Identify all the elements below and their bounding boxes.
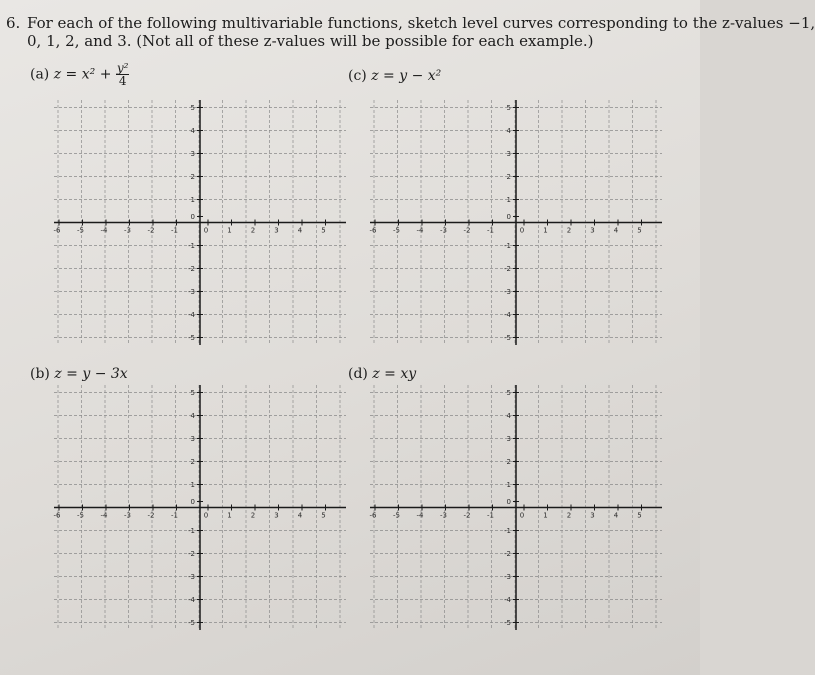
part-b-letter: (b) [30,366,50,382]
y-tick-label: 1 [506,481,511,489]
y-tick-label: -3 [504,288,511,296]
y-tick-label: -4 [504,311,511,319]
x-tick-label: -1 [171,511,178,520]
x-tick-label: -4 [100,511,108,520]
coordinate-plane-d [370,385,662,630]
x-tick-label: -5 [77,511,84,520]
x-tick-label: 5 [321,226,326,235]
part-a-fraction [116,62,130,87]
x-tick-label: 2 [250,226,256,235]
problem-text-line-1: For each of the following multivariable functions, sketch level curves corresponding to the z-values −1, [27,14,815,32]
x-tick-label: 0 [203,226,209,235]
part-a-equation: z = x² + [53,66,116,83]
y-tick-label: 0 [506,498,511,506]
x-tick-label: 4 [297,226,303,235]
y-tick-label: 3 [190,150,195,158]
x-tick-label: 3 [590,226,595,235]
y-tick-label: 5 [506,389,511,397]
y-tick-label: 1 [190,481,195,489]
x-tick-label: 2 [566,511,572,520]
y-tick-label: -1 [504,527,511,535]
x-tick-label: -1 [171,226,178,235]
x-tick-label: 4 [297,511,303,520]
x-tick-label: 5 [637,511,642,520]
y-tick-label: -3 [504,573,511,581]
x-tick-label: -2 [463,226,471,235]
y-tick-label: 4 [190,127,195,135]
x-tick-label: -6 [53,511,61,520]
y-tick-label: -1 [504,242,511,250]
y-tick-label: 2 [506,458,511,466]
y-tick-label: -2 [504,550,511,558]
y-tick-label: 2 [506,173,511,181]
x-tick-label: 3 [274,226,279,235]
y-tick-label: 4 [190,412,195,420]
x-tick-label: 1 [227,226,232,235]
y-tick-label: -2 [188,265,195,273]
x-tick-label: 3 [590,511,595,520]
y-tick-label: 4 [506,127,511,135]
y-tick-label: -3 [188,288,195,296]
x-tick-label: -6 [369,226,377,235]
x-tick-label: -2 [147,226,155,235]
y-tick-label: -1 [188,242,195,250]
y-tick-label: -5 [504,619,511,627]
x-tick-label: 0 [519,511,525,520]
coordinate-plane-b [54,385,346,630]
x-tick-label: 1 [543,511,548,520]
y-tick-label: -4 [504,596,511,604]
part-a-fraction-numerator: y² [116,61,129,75]
y-tick-label: 5 [190,389,195,397]
y-tick-label: 3 [506,435,511,443]
y-tick-label: 1 [190,196,195,204]
x-tick-label: -5 [393,511,400,520]
x-tick-label: 5 [321,511,326,520]
problem-text-line-2: 0, 1, 2, and 3. (Not all of these z-values will be possible for each example.) [27,32,594,50]
x-tick-label: -1 [487,511,494,520]
y-tick-label: -5 [188,619,195,627]
part-a-letter: (a) [30,66,50,83]
y-tick-label: -5 [504,334,511,342]
x-tick-label: -4 [416,511,424,520]
y-tick-label: -5 [188,334,195,342]
x-tick-label: -5 [77,226,84,235]
x-tick-label: 0 [203,511,209,520]
x-tick-label: 1 [227,511,232,520]
part-c-equation: z = y − x² [371,68,442,84]
x-tick-label: -3 [440,511,447,520]
x-tick-label: -6 [369,511,377,520]
y-tick-label: 0 [190,498,195,506]
y-tick-label: -4 [188,311,195,319]
x-tick-label: 2 [566,226,572,235]
part-c-label [348,68,441,84]
y-tick-label: 0 [506,213,511,221]
x-tick-label: 2 [250,511,256,520]
part-c-letter: (c) [348,68,367,84]
y-tick-label: 4 [506,412,511,420]
x-tick-label: -3 [124,226,131,235]
y-tick-label: 2 [190,458,195,466]
x-tick-label: -4 [416,226,424,235]
x-tick-label: 4 [613,226,619,235]
coordinate-plane-a [54,100,346,345]
x-tick-label: -2 [147,511,155,520]
part-a-fraction-denominator: 4 [118,74,127,88]
x-tick-label: 1 [543,226,548,235]
part-d-letter: (d) [348,366,368,382]
x-tick-label: -3 [124,511,131,520]
y-tick-label: 0 [190,213,195,221]
y-tick-label: 3 [506,150,511,158]
y-tick-label: -3 [188,573,195,581]
part-d-label [348,366,416,382]
problem-number: 6. [6,14,21,32]
y-tick-label: 2 [190,173,195,181]
y-tick-label: -1 [188,527,195,535]
y-tick-label: -2 [504,265,511,273]
part-a-label [30,62,129,87]
y-tick-label: -4 [188,596,195,604]
x-tick-label: 3 [274,511,279,520]
x-tick-label: -6 [53,226,61,235]
x-tick-label: -1 [487,226,494,235]
y-tick-label: 1 [506,196,511,204]
part-b-label [30,366,128,382]
y-tick-label: -2 [188,550,195,558]
y-tick-label: 5 [190,104,195,112]
y-tick-label: 3 [190,435,195,443]
coordinate-plane-c [370,100,662,345]
x-tick-label: -4 [100,226,108,235]
x-tick-label: -3 [440,226,447,235]
y-tick-label: 5 [506,104,511,112]
part-b-equation: z = y − 3x [54,366,128,382]
x-tick-label: 4 [613,511,619,520]
x-tick-label: 0 [519,226,525,235]
part-d-equation: z = xy [372,366,417,382]
x-tick-label: -5 [393,226,400,235]
x-tick-label: 5 [637,226,642,235]
x-tick-label: -2 [463,511,471,520]
